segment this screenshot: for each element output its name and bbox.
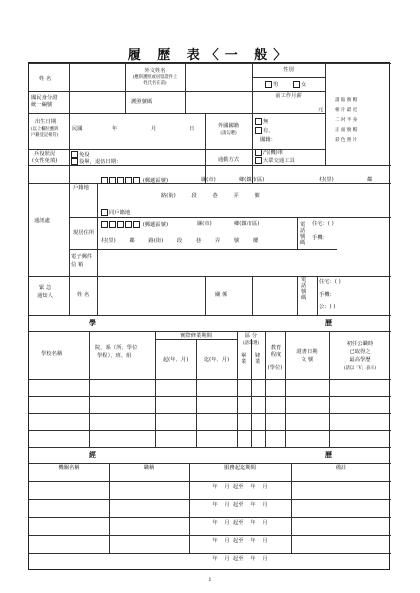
emergency-relation-label: 關 係 xyxy=(215,292,228,298)
county-label: 縣(市) xyxy=(201,177,216,183)
emergency-home: 住宅：( ) xyxy=(319,279,341,285)
township-label: 鄉(鎮市區) xyxy=(239,177,265,183)
checkbox-same-as[interactable] xyxy=(101,209,108,216)
checkbox-exempt[interactable] xyxy=(71,151,78,158)
id-label-2: 統一編號 xyxy=(31,102,53,108)
period-header: 服務起迄期間 xyxy=(224,465,256,471)
period-row: 年 月 起至 年 月 xyxy=(212,538,268,544)
school-header: 學校名稱 xyxy=(41,351,63,357)
checkbox-none[interactable] xyxy=(255,118,262,125)
registered-zip: (郵遞區號) xyxy=(101,177,168,185)
checkbox-car[interactable] xyxy=(255,149,262,156)
position-header: 職稱 xyxy=(143,465,155,471)
same-as-label: 同戶籍地 xyxy=(109,210,131,216)
name-label: 姓 名 xyxy=(39,76,52,82)
photo-note: 彩 色 照 片 xyxy=(335,138,358,143)
degree-header-2: (學位) xyxy=(267,365,283,371)
none-label: 無 xyxy=(263,119,269,125)
to-header: 迄(年、月) xyxy=(203,357,230,363)
cert-date-header: 證書日期 xyxy=(296,349,318,355)
month-label: 月 xyxy=(151,126,157,132)
military-label-2: (女性免填) xyxy=(32,158,58,164)
year-label: 年 xyxy=(112,126,118,132)
education-title-right: 歷 xyxy=(325,318,332,327)
day-label: 日 xyxy=(189,126,195,132)
birth-note: (以上欄位應與 xyxy=(31,127,59,132)
current-road-line: 村(里) 鄰 路(街) 段 巷 弄 號 樓 xyxy=(101,238,259,244)
emergency-office: 公：( ) xyxy=(319,304,336,310)
commute-label: 通勤方式 xyxy=(217,157,240,163)
female-label: 女 xyxy=(301,82,307,88)
current-zip: (郵遞區號) xyxy=(101,221,168,229)
first-employ-header-2: 已取得之 xyxy=(349,349,371,355)
checkbox-served[interactable] xyxy=(71,158,78,165)
page-number: 1 xyxy=(208,577,212,583)
gender-label: 性別 xyxy=(283,67,294,73)
photo-note: 正 面 脫 帽 xyxy=(335,128,358,133)
email-label: 電子郵件 xyxy=(71,254,93,260)
public-label: 大眾交通工具 xyxy=(263,158,295,164)
education-title-left: 學 xyxy=(89,318,96,327)
birth-label: 出生日期 xyxy=(35,119,57,125)
checkbox-female[interactable] xyxy=(293,81,300,88)
neighborhood-label: 鄰 xyxy=(367,177,373,183)
prev-salary-label: 前工作月薪 xyxy=(275,93,302,99)
car-label: 汽(機)車 xyxy=(263,150,284,156)
male-label: 男 xyxy=(273,82,279,88)
first-employ-header: 初任公職時 xyxy=(346,341,374,347)
period-header: 實際修業期間 xyxy=(180,333,212,339)
commute-car[interactable] xyxy=(255,149,283,157)
home-phone: 住宅：( ) xyxy=(312,221,334,227)
first-employ-header-3: 最高學歷 xyxy=(349,357,371,363)
period-row: 年 月 起至 年 月 xyxy=(212,556,268,562)
registered-road-line: 路(街) 段 巷 弄 號 xyxy=(161,193,260,199)
period-row: 年 月 起至 年 月 xyxy=(212,484,268,490)
from-header: 起(年、月) xyxy=(162,357,189,363)
roc-label: 民國 xyxy=(72,126,83,132)
checkbox-public[interactable] xyxy=(255,157,262,164)
township-label: 鄉(鎮市區) xyxy=(234,221,260,227)
phone-label: 電話號碼 xyxy=(300,222,306,246)
emergency-label: 緊 急 xyxy=(39,285,52,291)
page-title: 履 歷 表〈一 般〉 xyxy=(127,48,293,63)
attend-header: 肄業 xyxy=(255,353,261,365)
foreign-name-label: 外文姓名 xyxy=(144,68,166,74)
registered-label: 戶籍地 xyxy=(73,185,89,191)
foreign-name-note-2: 姓氏名在前) xyxy=(143,81,167,86)
birth-note-2: 戶籍登記相符) xyxy=(31,133,59,138)
degree-header: 教育程度 xyxy=(270,345,282,358)
checkbox-male[interactable] xyxy=(265,81,272,88)
period-row: 年 月 起至 年 月 xyxy=(212,502,268,508)
exempt-label: 免役 xyxy=(79,152,90,158)
passport-label: 護照號碼 xyxy=(131,99,153,105)
id-label: 國民身分證 xyxy=(31,95,58,101)
same-as-registered[interactable] xyxy=(101,209,130,217)
photo-note: 請 貼 脫 帽 xyxy=(335,98,358,103)
first-employ-note: (請以「V」表示) xyxy=(343,366,377,371)
cert-no-header: 文 號 xyxy=(300,357,314,363)
current-label: 現居住所 xyxy=(73,230,95,236)
military-label: 兵役狀況 xyxy=(34,151,56,157)
mobile-phone: 手機： xyxy=(312,235,328,241)
dept-header: 院、系（所、學位 xyxy=(95,345,138,351)
dept-header-2: 學程）、班、組 xyxy=(97,353,132,359)
county-label: 縣(市) xyxy=(197,221,212,227)
photo-note: 相 片 最 近 xyxy=(335,108,358,113)
emergency-label-2: 通知人 xyxy=(37,293,53,299)
grad-header: 畢業 xyxy=(241,353,247,365)
foreign-nationality-label: 外國國籍 xyxy=(217,123,240,129)
emergency-name-label: 姓 名 xyxy=(77,292,90,298)
gender-female[interactable] xyxy=(293,81,306,89)
emergency-phone-label: 電話號碼 xyxy=(301,277,307,301)
checkbox-yes[interactable] xyxy=(255,127,262,134)
foreign-name-note: (應與護照或居留證件上 xyxy=(132,75,178,80)
status-note: (請勾選) xyxy=(242,341,260,346)
gender-male[interactable] xyxy=(265,81,278,89)
address-section-label: 通訊處 xyxy=(34,218,50,224)
org-header: 機關名稱 xyxy=(58,465,80,471)
email-label-2: 信 箱 xyxy=(71,262,84,268)
yes-label: 有， xyxy=(263,128,274,134)
currency-label: 元 xyxy=(318,107,324,113)
nationality-yes[interactable] xyxy=(255,127,274,135)
photo-note: 二 吋 半 身 xyxy=(335,118,358,123)
resume-form xyxy=(28,62,390,570)
period-row: 年 月 起至 年 月 xyxy=(212,520,268,526)
nationality-country: 國籍： xyxy=(260,137,276,143)
nationality-none[interactable] xyxy=(255,118,268,126)
mil-served[interactable] xyxy=(71,158,121,166)
foreign-note: (請勾選) xyxy=(220,131,237,136)
emergency-mobile: 手機： xyxy=(319,292,335,298)
served-label: 役畢，退伍日期： xyxy=(79,159,122,165)
status-header: 區 分 xyxy=(244,333,258,339)
remark-header: 備註 xyxy=(335,465,347,471)
experience-title-right: 歷 xyxy=(325,450,332,459)
experience-title-left: 經 xyxy=(89,450,96,459)
commute-public[interactable] xyxy=(255,157,295,165)
village-label: 村(里) xyxy=(319,177,334,183)
